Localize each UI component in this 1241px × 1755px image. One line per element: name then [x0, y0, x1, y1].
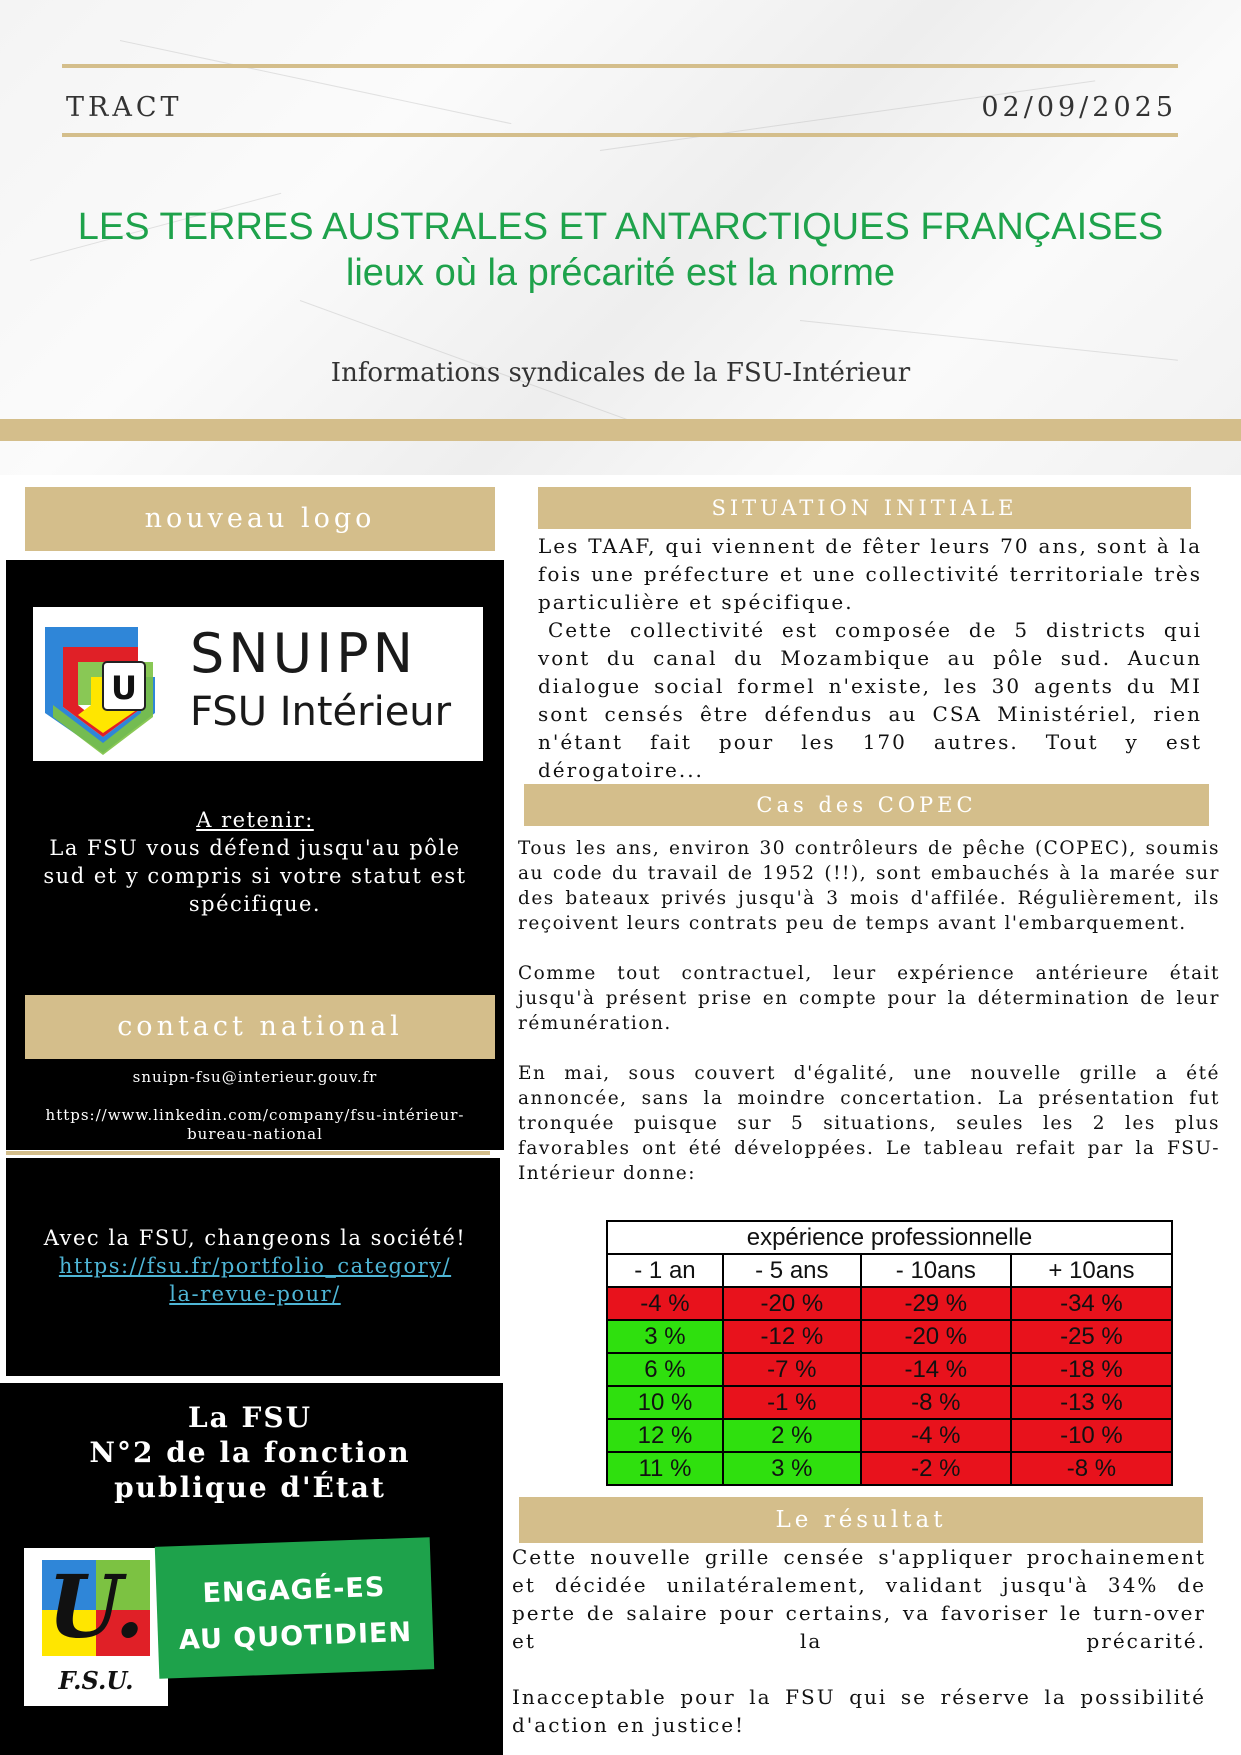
- table-cell: -25 %: [1011, 1320, 1172, 1353]
- copec-text: [518, 836, 1220, 1186]
- fsu-logo-caption: F.S.U.: [58, 1666, 134, 1695]
- table-cell: 12 %: [607, 1419, 723, 1452]
- title-line1: LES TERRES AUSTRALES ET ANTARCTIQUES FRANÇAISES: [77, 206, 1164, 248]
- table-cell: -4 %: [607, 1287, 723, 1320]
- table-cell: 10 %: [607, 1386, 723, 1419]
- fsu-line3: publique d'État: [114, 1471, 386, 1504]
- title-line2: lieux où la précarité est la norme: [345, 252, 896, 294]
- table-cell: -13 %: [1011, 1386, 1172, 1419]
- table-header-2: - 5 ans: [723, 1254, 861, 1287]
- fsu-line2: N°2 de la fonction: [89, 1436, 411, 1469]
- resultat-bar: Le résultat: [519, 1497, 1203, 1543]
- table-header-1: - 1 an: [607, 1254, 723, 1287]
- table-cell: 3 %: [607, 1320, 723, 1353]
- logo-bar: nouveau logo: [25, 487, 495, 551]
- table-cell: 2 %: [723, 1419, 861, 1452]
- copec-p2: Comme tout contractuel, leur expérience antérieure était jusqu'à présent prise en compte pour la détermination de leur rémunération.: [518, 963, 1220, 1034]
- table-cell: -20 %: [861, 1320, 1011, 1353]
- snuipn-shield-icon: [33, 607, 173, 761]
- left-divider: [6, 1151, 490, 1155]
- logo-text-fsu: FSU Intérieur: [190, 689, 452, 735]
- situation-text: [538, 532, 1202, 784]
- copec-bar: Cas des COPEC: [524, 784, 1209, 826]
- situation-bar: SITUATION INITIALE: [538, 487, 1191, 529]
- avec-text: Avec la FSU, changeons la société!: [43, 1226, 467, 1250]
- fsu-logo-letter: U.: [47, 1557, 145, 1658]
- tract-label: TRACT: [66, 92, 183, 123]
- page-title: [0, 204, 1241, 296]
- table-cell: -34 %: [1011, 1287, 1172, 1320]
- header-band: [0, 419, 1241, 441]
- table-cell: -8 %: [1011, 1452, 1172, 1485]
- fsu-logo: [24, 1548, 168, 1706]
- contact-linkedin[interactable]: [10, 1106, 500, 1144]
- table-cell: -7 %: [723, 1353, 861, 1386]
- table-row: [607, 1386, 1172, 1419]
- retenir-title: A retenir:: [196, 808, 314, 832]
- revue-link-line1: https://fsu.fr/portfolio_category/: [58, 1254, 452, 1278]
- table-cell: 11 %: [607, 1452, 723, 1485]
- copec-p3: En mai, sous couvert d'égalité, une nouvelle grille a été annoncée, sans la moindre concertation. La présentation fut tronquée puisque sur 5 situations, seules les 2 les plus favorables ont été développées. Le tableau refait par la FSU-Intérieur donne:: [518, 1063, 1220, 1184]
- table-cell: -18 %: [1011, 1353, 1172, 1386]
- table-cell: 3 %: [723, 1452, 861, 1485]
- table-header-4: + 10ans: [1011, 1254, 1172, 1287]
- revue-link[interactable]: [10, 1252, 500, 1308]
- table-row: [607, 1320, 1172, 1353]
- header-rule: [62, 133, 1178, 137]
- fsu-line1: La FSU: [187, 1401, 313, 1434]
- top-rule: [62, 64, 1178, 68]
- table-cell: -10 %: [1011, 1419, 1172, 1452]
- retenir-line2: sud et y compris si votre statut est: [43, 864, 467, 888]
- badge-line2: AU QUOTIDIEN: [178, 1616, 413, 1657]
- situation-p2: Cette collectivité est composée de 5 districts qui vont du canal du Mozambique au pôle sud. Aucun dialogue social formel n'existe, les 30 agents du MI sont censés être défendus au CSA Ministériel, rien n'étant fait pour les 170 autres. Tout y est dérogatoire...: [538, 618, 1202, 782]
- table-cell: -2 %: [861, 1452, 1011, 1485]
- engage-badge: [155, 1537, 434, 1679]
- retenir-line1: La FSU vous défend jusqu'au pôle: [49, 836, 461, 860]
- badge-line1: ENGAGÉ-ES: [201, 1571, 386, 1610]
- logo-text-snuipn: SNUIPN: [190, 622, 418, 685]
- contact-email[interactable]: snuipn-fsu@interieur.gouv.fr: [132, 1068, 378, 1086]
- linkedin-line1: https://www.linkedin.com/company/fsu-intérieur-: [45, 1106, 465, 1124]
- table-title: expérience professionnelle: [607, 1221, 1172, 1254]
- revue-link-line2: la-revue-pour/: [169, 1282, 341, 1306]
- table-cell: -14 %: [861, 1353, 1011, 1386]
- table-row: [607, 1287, 1172, 1320]
- page-subtitle: Informations syndicales de la FSU-Intérieur: [330, 358, 911, 388]
- table-cell: -8 %: [861, 1386, 1011, 1419]
- situation-p1: Les TAAF, qui viennent de fêter leurs 70 ans, sont à la fois une préfecture et une collectivité territoriale très particulière et spécifique.: [538, 534, 1202, 614]
- resultat-p2: Inacceptable pour la FSU qui se réserve la possibilité d'action en justice!: [512, 1685, 1206, 1737]
- retenir-line3: spécifique.: [188, 892, 322, 916]
- table-row: [607, 1419, 1172, 1452]
- table-header-3: - 10ans: [861, 1254, 1011, 1287]
- retenir-block: [10, 806, 500, 918]
- resultat-text: [512, 1543, 1206, 1739]
- table-row: [607, 1452, 1172, 1485]
- table-cell: -1 %: [723, 1386, 861, 1419]
- table-cell: -4 %: [861, 1419, 1011, 1452]
- date-label: 02/09/2025: [981, 92, 1177, 123]
- table-cell: 6 %: [607, 1353, 723, 1386]
- contact-bar: contact national: [25, 995, 495, 1059]
- table-cell: -12 %: [723, 1320, 861, 1353]
- fsu-rank-block: [0, 1400, 500, 1505]
- table-cell: -29 %: [861, 1287, 1011, 1320]
- resultat-p1: Cette nouvelle grille censée s'appliquer prochainement et décidée unilatéralement, validant jusqu'à 34% de perte de salaire pour certains, va favoriser le turn-over et la précarité.: [512, 1545, 1206, 1653]
- avec-block: [10, 1224, 500, 1308]
- copec-p1: Tous les ans, environ 30 contrôleurs de pêche (COPEC), soumis au code du travail de 1952 (!!), sont embauchés à la marée sur des bateaux privés jusqu'à 3 mois d'affilée. Régulièrement, ils reçoivent leurs contrats peu de temps avant l'embarquement.: [518, 838, 1220, 934]
- table-row: [607, 1353, 1172, 1386]
- snuipn-logo: [33, 607, 483, 761]
- table-cell: -20 %: [723, 1287, 861, 1320]
- salary-table: [606, 1220, 1173, 1486]
- svg-text:U: U: [111, 669, 137, 707]
- linkedin-line2: bureau-national: [187, 1125, 323, 1143]
